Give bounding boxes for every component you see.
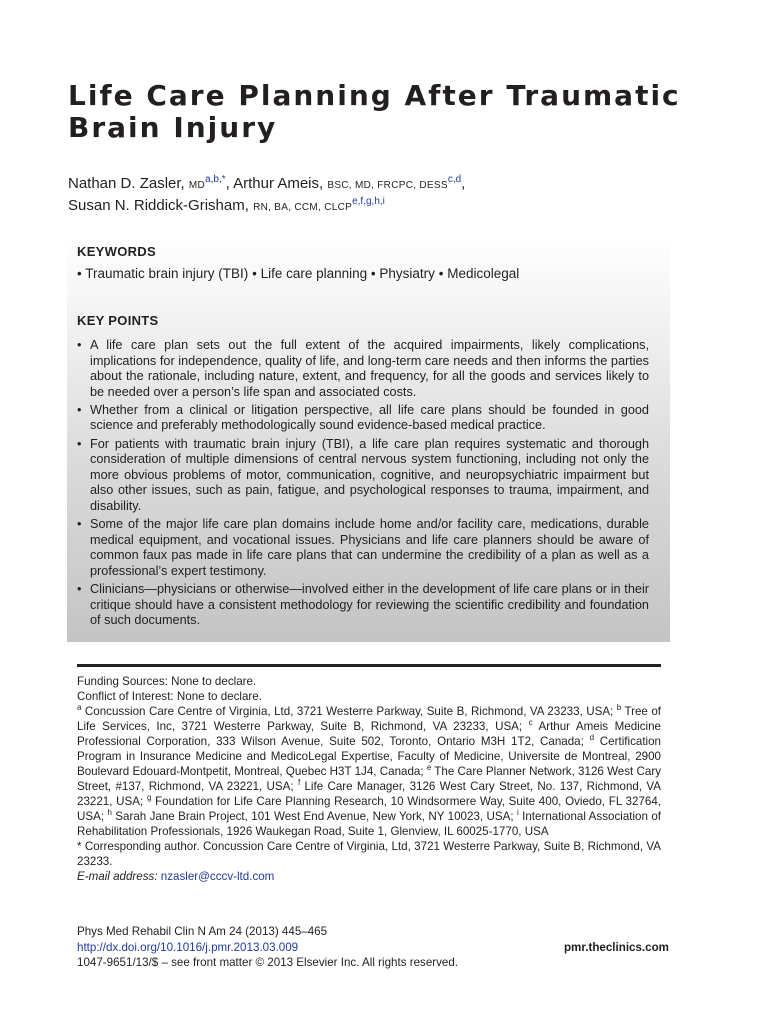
author-degree: MD (188, 180, 206, 191)
title-line-2: Brain Injury (68, 111, 278, 144)
affiliation-mark: h (107, 808, 112, 818)
bullet-icon: • (370, 266, 376, 281)
author-line-2 (68, 196, 708, 218)
author-degree: BSC, MD, FRCPC, DESS (327, 180, 448, 191)
email-label: E-mail address: (77, 870, 158, 883)
funding-note: Funding Sources: None to declare. (77, 675, 257, 688)
affiliation-text: Arthur Ameis Medicine Professional Corporation, 333 Wilson Avenue, Suite 502, Toronto, Ontario M3H 1T2, Canada; (77, 720, 661, 748)
keyword-item: Medicolegal (447, 266, 520, 281)
doi-link[interactable]: http://dx.doi.org/10.1016/j.pmr.2013.03.009 (77, 940, 299, 954)
copyright-line: 1047-9651/13/$ – see front matter © 2013 Elsevier Inc. All rights reserved. (77, 956, 459, 969)
bullet-icon: • (77, 266, 82, 281)
key-points-list (77, 338, 649, 631)
article-title (68, 80, 708, 144)
bullet-icon: • (77, 402, 82, 417)
affiliation-mark: f (297, 778, 301, 788)
affiliation-mark: c (528, 718, 533, 728)
affiliation-mark: g (146, 793, 152, 803)
key-point-text: Some of the major life care plan domains include home and/or facility care, medications, durable medical equipment, and vocational issues. Physicians and life care planners should be aware of common faux pas made in life care plans that can undermine the credibility of a plan as well as a professional’s expert testimony. (90, 517, 649, 578)
key-point-text: For patients with traumatic brain injury (TBI), a life care plan requires systematic and thorough consideration of multiple dimensions of central nervous system functioning, including not only the more obvious problems of motor, communication, cognitive, and neuropsychiatric impairment but also other issues, such as pain, fatigue, and psychological responses to trauma, impairment, and disability. (90, 436, 649, 513)
key-point-item (77, 437, 649, 515)
bullet-icon: • (77, 517, 82, 532)
abstract-box (67, 238, 670, 642)
bullet-icon: • (77, 436, 82, 451)
author-affiliation-link[interactable]: e,f,g,h,i (352, 196, 385, 207)
affiliation-mark: d (589, 733, 595, 743)
author-affiliation-link[interactable]: a,b,* (205, 174, 226, 185)
key-point-text: Whether from a clinical or litigation perspective, all life care plans should be founded in good science and preferably methodologically sound evidence-based medical practice. (90, 402, 649, 433)
affiliation-mark: e (426, 763, 432, 773)
keyword-item: Traumatic brain injury (TBI) (85, 266, 249, 281)
author-line-1 (68, 174, 708, 196)
keywords-list (77, 266, 519, 281)
bullet-icon: • (77, 581, 82, 596)
author-affiliation-link[interactable]: c,d (447, 174, 462, 185)
journal-site: pmr.theclinics.com (563, 940, 669, 954)
affiliation-text: Sarah Jane Brain Project, 101 West End Avenue, New York, NY 10023, USA; (111, 810, 517, 823)
key-point-item (77, 517, 649, 579)
bullet-icon: • (252, 266, 257, 281)
journal-info (77, 924, 669, 971)
footnote-divider (77, 664, 661, 667)
journal-citation: Phys Med Rehabil Clin N Am 24 (2013) 445–465 (77, 925, 328, 938)
affiliation-mark: a (77, 703, 82, 713)
affiliation-text: Concussion Care Centre of Virginia, Ltd, 3721 Westerre Parkway, Suite B, Richmond, VA 23233, USA; (81, 705, 617, 718)
key-points-heading: KEY POINTS (77, 313, 159, 328)
affiliation-mark: i (516, 808, 519, 818)
keyword-item: Physiatry (379, 266, 435, 281)
author-name: Susan N. Riddick-Grisham, (68, 197, 249, 214)
bullet-icon: • (77, 338, 82, 352)
affiliation-mark: b (616, 703, 622, 713)
key-point-text: Clinicians—physicians or otherwise—involved either in the development of life care plans or in their critique should have a consistent methodology for reviewing the scientific credibility and foundation of such documents. (90, 581, 649, 628)
key-point-item (77, 338, 649, 400)
affiliation-text: Life Care Manager, 3126 West Cary Street, No. 137, Richmond, VA 23221, USA; (77, 780, 661, 808)
affiliation-text: The Care Planner Network, 3126 West Cary Street, #137, Richmond, VA 23221, USA; (77, 765, 661, 793)
email-link[interactable]: nzasler@cccv-ltd.com (160, 870, 275, 883)
corresponding-author-note: * Corresponding author. Concussion Care Centre of Virginia, Ltd, 3721 Westerre Parkway, Suite B, Richmond, VA 23233. (77, 840, 661, 868)
title-line-1: Life Care Planning After Traumatic (68, 79, 681, 112)
conflict-note: Conflict of Interest: None to declare. (77, 690, 262, 703)
bullet-icon: • (438, 266, 444, 281)
author-separator: , (225, 175, 234, 192)
affiliations-note (77, 704, 661, 839)
key-point-text: A life care plan sets out the full extent of the acquired impairments, likely complications, implications for independence, quality of life, and long-term care needs and then informs the parties about the rationale, including nature, extent, and frequency, for all the goods and services likely to be needed over a person’s life span and associated costs. (90, 338, 649, 399)
affiliation-text: International Association of Rehabilitation Professionals, 1926 Waukegan Road, Suite 1, Glenview, IL 60025-1770, USA (77, 810, 662, 838)
key-point-item (77, 403, 649, 434)
keywords-heading: KEYWORDS (77, 244, 156, 259)
keyword-item: Life care planning (260, 266, 368, 281)
author-name: Nathan D. Zasler, (68, 175, 185, 192)
author-list (68, 174, 708, 218)
email-note (77, 869, 661, 884)
key-point-item (77, 582, 649, 629)
author-degree: RN, BA, CCM, CLCP (253, 202, 353, 213)
affiliation-text: Foundation for Life Care Planning Research, 10 Windsormere Way, Suite 400, Oviedo, FL 32764, USA; (77, 795, 661, 823)
footnotes (77, 674, 661, 884)
author-separator: , (461, 175, 466, 192)
affiliation-text: Certification Program in Insurance Medicine and MedicoLegal Expertise, Faculty of Medicine, Universite de Montreal, 2900 Boulevard Edouard-Montpetit, Montreal, Quebec H3T 1J4, Canada; (77, 735, 662, 778)
author-name: Arthur Ameis, (233, 175, 324, 192)
affiliation-text: Tree of Life Services, Inc, 3721 Westerre Parkway, Suite B, Richmond, VA 23233, USA; (77, 705, 661, 733)
